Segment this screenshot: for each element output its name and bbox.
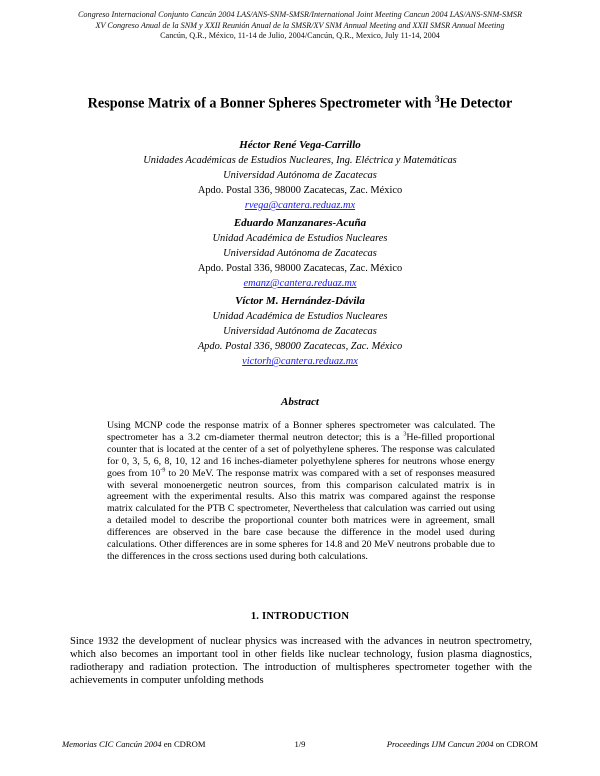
title-text-end: He Detector (439, 95, 513, 112)
footer-right (387, 739, 538, 749)
author-name: Eduardo Manzanares-Acuña (233, 217, 367, 229)
abstract-sup-2: -9 (160, 467, 166, 474)
author-email-link[interactable]: victorh@cantera.reduaz.mx (242, 356, 358, 367)
author-address: Apdo. Postal 336, 98000 Zacatecas, Zac. México (197, 341, 403, 352)
footer-left-plain: en CDROM (161, 739, 206, 749)
introduction-text: Since 1932 the development of nuclear physics was increased with the advances in neutron spectrometry, which also becomes an important tool in other fields like nuclear technology, fusion plasma diagnostics, radiotherapy and radiation protection. The introduction of multispheres spectrometer together with the achievements in computer unfolding methods (70, 636, 532, 686)
abstract-heading: Abstract (281, 396, 319, 408)
footer-right-italic: Proceedings IJM Cancun 2004 (386, 739, 494, 749)
conference-header (20, 10, 580, 42)
footer-left-italic: Memorias CIC Cancún 2004 (62, 739, 162, 749)
author-block-3 (0, 294, 600, 369)
author-name: Héctor René Vega-Carrillo (239, 139, 361, 151)
author-email-link[interactable]: emanz@cantera.reduaz.mx (243, 278, 357, 289)
abstract-part-2: He-filled proportional counter that is located at the center of a set of polyethylene spheres. The response was calculated for 0, 3, 5, 6, 8, 10, 12 and 16 inches-diameter polyethylene spheres for neutrons whose energy goes from 10 (107, 431, 495, 479)
title-text: Response Matrix of a Bonner Spheres Spectrometer with (87, 95, 435, 112)
header-line-2: XV Congreso Anual de la SNM y XXII Reunión Anual de la SMSR/XV SNM Annual Meeting and XXII SMSR Annual Meeting (95, 20, 505, 30)
title-superscript: 3 (434, 94, 440, 104)
header-line-3: Cancún, Q.R., México, 11-14 de Julio, 2004/Cancún, Q.R., Mexico, July 11-14, 2004 (160, 31, 440, 41)
author-name: Víctor M. Hernández-Dávila (235, 295, 365, 307)
author-affiliation: Unidad Académica de Estudios Nucleares (212, 311, 388, 322)
author-address: Apdo. Postal 336, 98000 Zacatecas, Zac. México (197, 263, 403, 274)
abstract-sup-1: 3 (403, 431, 407, 438)
author-block-1 (0, 138, 600, 213)
author-affiliation: Unidad Académica de Estudios Nucleares (212, 233, 388, 244)
paper-title (0, 94, 600, 113)
abstract-part-3: to 20 MeV. The response matrix was compared with a set of responses measured with several monoenergetic neutron sources, from this comparison calculated matrix is in agreement with the experimental results. Also this matrix was compared against the response matrix calculated for the PTB C spectrometer, Nevertheless that calculation was carried out using a detailed model to describe the proportional counter both matrices were in agreement, small differences are observed in the bare case because the difference in the model used during calculations. Other differences are in some spheres for 14.8 and 20 MeV neutrons probable due to the differences in the cross sections used during both calculations. (107, 467, 495, 562)
author-email-link[interactable]: rvega@cantera.reduaz.mx (244, 200, 356, 211)
abstract-text (107, 420, 495, 563)
footer-right-plain: on CDROM (493, 739, 538, 749)
author-university: Universidad Autónoma de Zacatecas (223, 170, 377, 181)
header-line-1: Congreso Internacional Conjunto Cancún 2004 LAS/ANS-SNM-SMSR/International Joint Meeting Cancun 2004 LAS/ANS-SNM-SMSR (77, 10, 523, 19)
introduction-heading: 1. INTRODUCTION (250, 611, 350, 622)
author-address: Apdo. Postal 336, 98000 Zacatecas, Zac. México (197, 185, 403, 196)
author-block-2 (0, 216, 600, 291)
page-number: 1/9 (294, 739, 306, 749)
abstract-part-1: Using MCNP code the response matrix of a Bonner spheres spectrometer was calculated. The spectrometer has a 3.2 cm-diameter thermal neutron detector; this is a (107, 420, 495, 443)
author-university: Universidad Autónoma de Zacatecas (223, 248, 377, 259)
author-affiliation: Unidades Académicas de Estudios Nucleares, Ing. Eléctrica y Matemáticas (143, 155, 457, 166)
author-university: Universidad Autónoma de Zacatecas (223, 326, 377, 337)
